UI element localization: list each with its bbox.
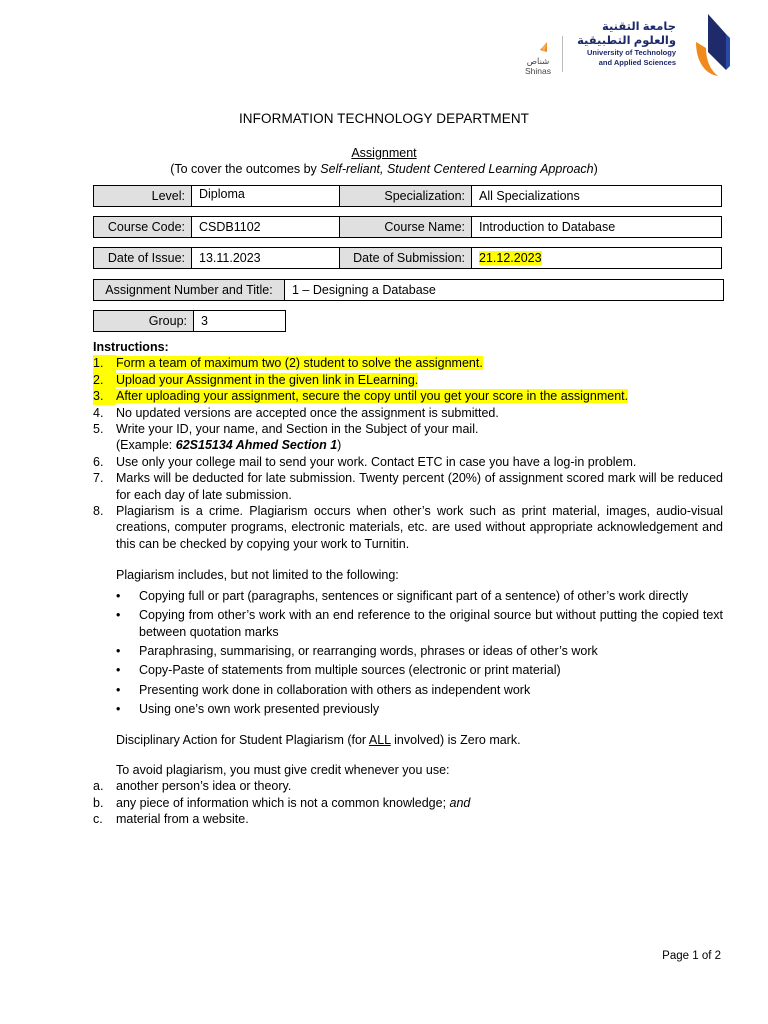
info-row-level	[93, 185, 722, 207]
plagiarism-item-text: Presenting work done in collaboration with others as independent work	[139, 682, 531, 697]
university-arabic-line-2: والعلوم التطبيقية	[577, 35, 676, 47]
date-issue-value: 13.11.2023	[191, 247, 340, 269]
university-name-english	[572, 48, 676, 68]
instruction-text	[116, 355, 723, 371]
instruction-number: 1.	[93, 355, 116, 371]
bullet-icon: •	[116, 682, 121, 697]
credit-item	[93, 811, 723, 827]
plagiarism-item-text: Copying full or part (paragraphs, sentences or significant part of a sentence) of other’s work directly	[139, 588, 689, 603]
plagiarism-item	[116, 701, 723, 717]
credit-text: another person’s idea or theory.	[116, 779, 292, 794]
plagiarism-list	[116, 588, 723, 718]
credit-letter: b.	[93, 795, 104, 810]
instructions-heading: Instructions:	[93, 340, 169, 354]
date-submission-value: 21.12.2023	[479, 251, 542, 265]
university-english-line-1: University of Technology	[586, 48, 676, 57]
plagiarism-item	[116, 682, 723, 698]
group-value: 3	[193, 310, 286, 332]
info-row-assignment	[93, 279, 724, 301]
info-row-dates	[93, 247, 722, 269]
info-row-course	[93, 216, 722, 238]
credit-list	[93, 778, 723, 827]
bullet-icon: •	[116, 643, 121, 658]
instruction-item	[93, 421, 723, 454]
credit-text	[116, 795, 723, 811]
instruction-item	[93, 388, 723, 404]
course-name-label: Course Name:	[339, 216, 472, 238]
instruction-number: 3.	[93, 388, 116, 404]
instruction-text: Plagiarism is a crime. Plagiarism occurs when other’s work such as print material, images, audio-visual creations, computer programs, electronic materials, etc. are used without appropriate acknowledgement and this can be checked by copying your work to Turnitin.	[116, 504, 723, 551]
university-english-line-2: and Applied Sciences	[598, 58, 676, 67]
level-label: Level:	[93, 185, 192, 207]
shinas-english: Shinas	[525, 66, 551, 76]
specialization-label: Specialization:	[339, 185, 472, 207]
instruction-number: 4.	[93, 405, 104, 420]
plagiarism-item	[116, 588, 723, 604]
department-heading: INFORMATION TECHNOLOGY DEPARTMENT	[238, 111, 530, 126]
instruction-number: 6.	[93, 454, 104, 469]
assignment-subtitle	[0, 162, 768, 176]
plagiarism-item	[116, 662, 723, 678]
plagiarism-item	[116, 643, 723, 659]
disciplinary-suffix: involved) is Zero mark.	[390, 732, 521, 747]
instruction-number: 8.	[93, 504, 104, 519]
bullet-icon: •	[116, 588, 121, 603]
instruction-text	[116, 388, 723, 404]
plagiarism-item-text: Copying from other’s work with an end reference to the original source but without putting the copied text between quotation marks	[139, 608, 723, 639]
logo-divider	[562, 36, 563, 72]
plagiarism-item	[116, 607, 723, 640]
credit-text: material from a website.	[116, 812, 249, 827]
example-value: 62S15134 Ahmed Section 1	[175, 438, 338, 453]
credit-item	[93, 795, 723, 811]
subtitle-suffix: )	[593, 162, 598, 176]
bullet-icon: •	[116, 663, 121, 678]
specialization-value: All Specializations	[471, 185, 722, 207]
subtitle-emphasis: Self-reliant, Student Centered Learning Approach	[320, 162, 594, 176]
credit-text-main: any piece of information which is not a common knowledge;	[116, 795, 450, 810]
plagiarism-item-text: Using one’s own work presented previously	[139, 702, 380, 717]
instruction-item	[93, 454, 723, 470]
instruction-text-main: Write your ID, your name, and Section in the Subject of your mail.	[116, 422, 479, 437]
instruction-text-highlight: Upload your Assignment in the given link in ELearning.	[116, 372, 419, 387]
shinas-label	[520, 56, 556, 76]
example-prefix: (Example:	[116, 438, 176, 453]
plagiarism-item-text: Paraphrasing, summarising, or rearranging words, phrases or ideas of other’s work	[139, 643, 598, 658]
instruction-item	[93, 503, 723, 552]
page-number: Page 1 of 2	[662, 950, 721, 962]
instruction-text: No updated versions are accepted once the assignment is submitted.	[116, 405, 499, 420]
credit-letter: a.	[93, 779, 104, 794]
bullet-icon: •	[116, 608, 121, 623]
credit-text-emphasis: and	[449, 795, 471, 810]
instructions-section	[93, 339, 723, 828]
instruction-item	[93, 372, 723, 388]
date-issue-label: Date of Issue:	[93, 247, 192, 269]
instruction-number: 5.	[93, 422, 104, 437]
instruction-item	[93, 470, 723, 503]
instruction-text	[116, 372, 723, 388]
instruction-text: Use only your college mail to send your work. Contact ETC in case you have a log-in problem.	[116, 454, 637, 469]
course-code-label: Course Code:	[93, 216, 192, 238]
credit-item	[93, 778, 723, 794]
credit-letter: c.	[93, 812, 103, 827]
level-value: Diploma	[191, 185, 340, 207]
instruction-text-highlight: Form a team of maximum two (2) student to solve the assignment.	[116, 356, 483, 371]
assignment-number-value: 1 – Designing a Database	[284, 279, 724, 301]
disciplinary-action	[116, 732, 723, 748]
assignment-number-label: Assignment Number and Title:	[93, 279, 285, 301]
plagiarism-intro: Plagiarism includes, but not limited to the following:	[116, 568, 399, 583]
instruction-text	[116, 421, 723, 454]
credit-intro: To avoid plagiarism, you must give credit whenever you use:	[116, 762, 450, 777]
instruction-number: 7.	[93, 471, 104, 486]
example-suffix: )	[337, 438, 342, 453]
university-name-arabic	[572, 20, 676, 48]
info-row-group	[93, 310, 286, 332]
university-arabic-line-1: جامعة التقنية	[602, 21, 676, 33]
course-name-value: Introduction to Database	[471, 216, 722, 238]
instructions-list	[93, 355, 723, 552]
group-label: Group:	[93, 310, 194, 332]
instruction-text-highlight: After uploading your assignment, secure the copy until you get your score in the assignment.	[116, 389, 629, 404]
date-submission-label: Date of Submission:	[339, 247, 472, 269]
course-code-value: CSDB1102	[191, 216, 340, 238]
shinas-arabic: شناص	[526, 56, 550, 66]
instruction-item	[93, 355, 723, 371]
disciplinary-all: ALL	[368, 732, 391, 747]
disciplinary-prefix: Disciplinary Action for Student Plagiarism (for	[116, 732, 369, 747]
subtitle-prefix: (To cover the outcomes by	[170, 162, 321, 176]
instruction-text: Marks will be deducted for late submission. Twenty percent (20%) of assignment scored mark will be reduced for each day of late submission.	[116, 471, 723, 502]
date-submission-cell	[471, 247, 722, 269]
instruction-item	[93, 405, 723, 421]
plagiarism-item-text: Copy-Paste of statements from multiple sources (electronic or print material)	[139, 663, 561, 678]
instruction-number: 2.	[93, 372, 116, 388]
assignment-title: Assignment	[351, 146, 417, 160]
bullet-icon: •	[116, 702, 121, 717]
